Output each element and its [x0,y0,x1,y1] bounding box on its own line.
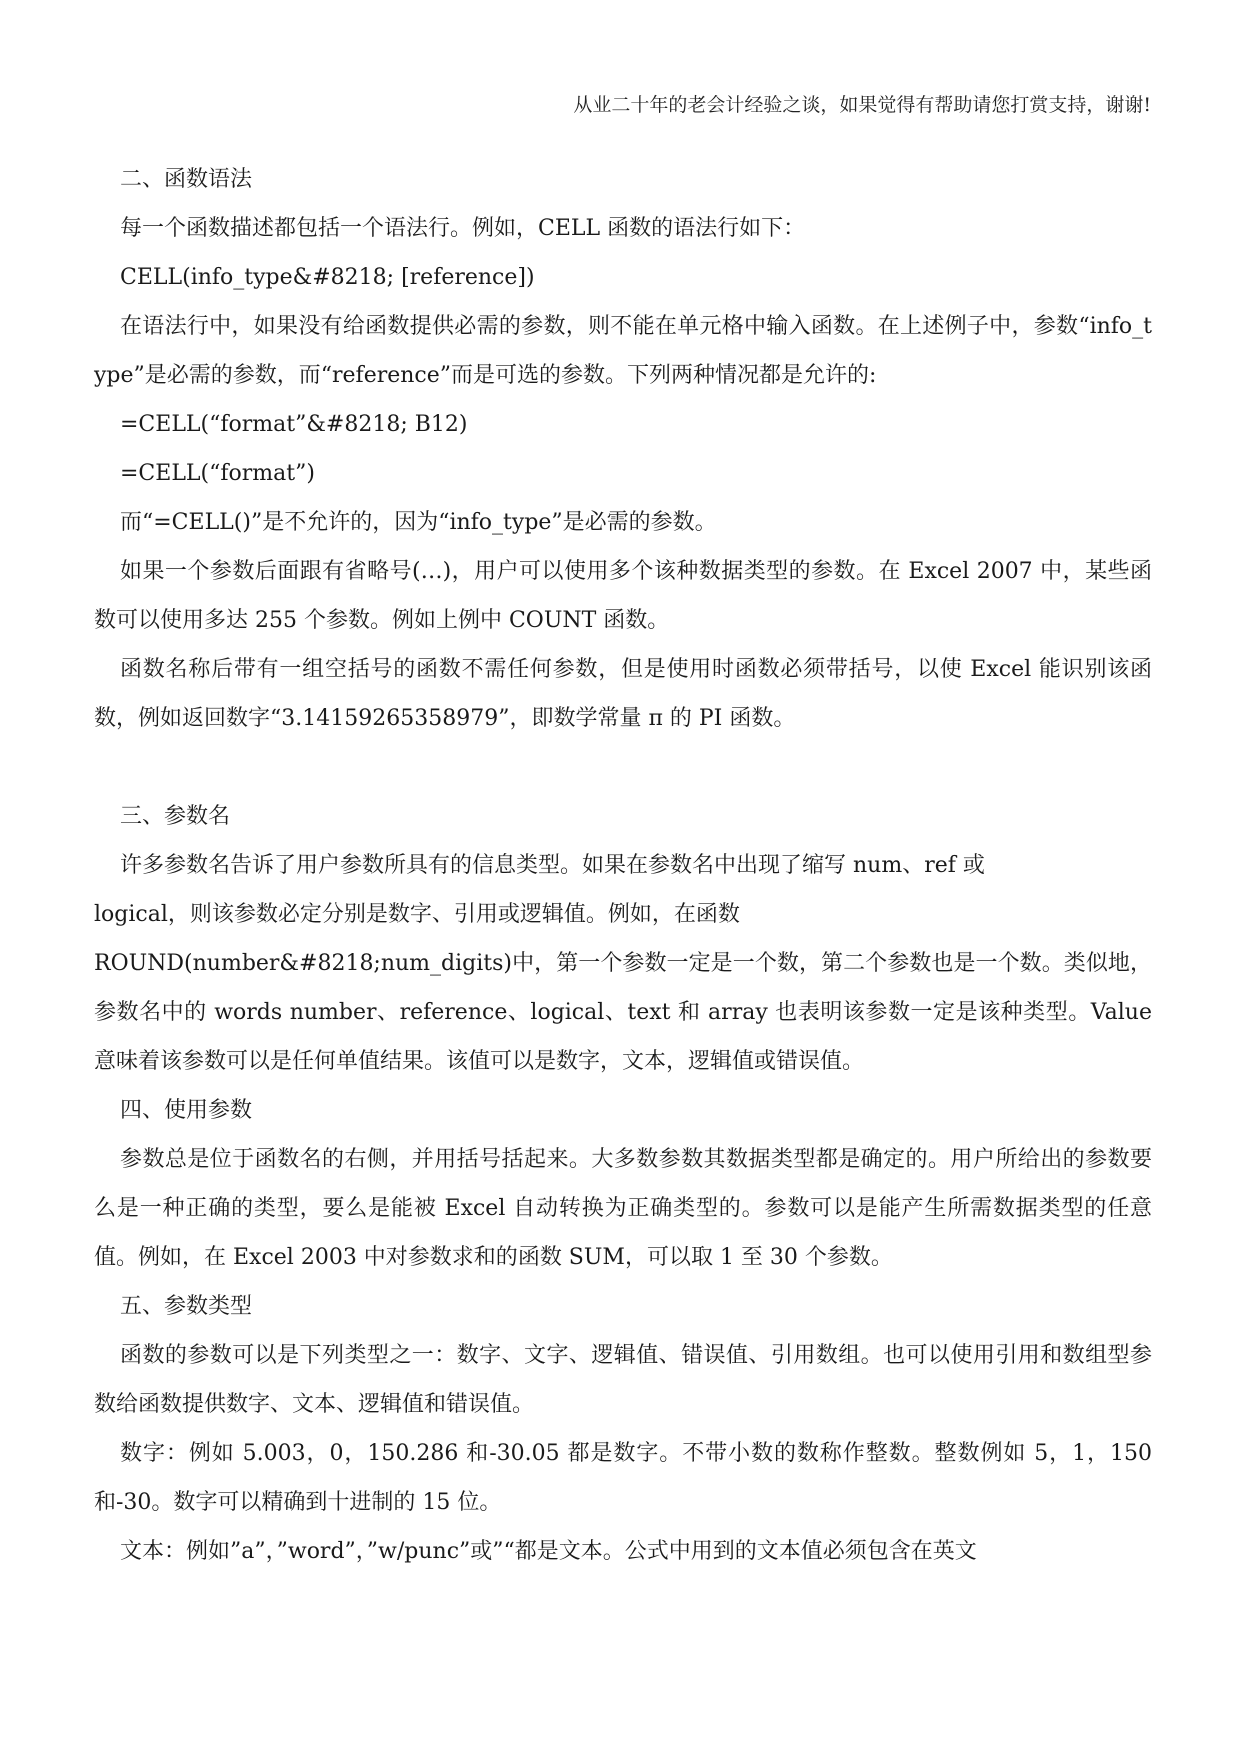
document-body [94,155,1152,1576]
paragraph: 如果一个参数后面跟有省略号(…)，用户可以使用多个该种数据类型的参数。在 Excel 2007 中，某些函数可以使用多达 255 个参数。例如上例中 COUNT 函数。 [94,559,1152,633]
section-heading-using-arguments: 四、使用参数 [120,1098,253,1123]
paragraph: 文本：例如”a”，”word”，”w/punc”或”“都是文本。公式中用到的文本值必须包含在英文 [120,1539,977,1564]
paragraph: ROUND(number&#8218;num_digits)中，第一个参数一定是一个数，第二个参数也是一个数。类似地，参数名中的 words number、reference、logical、text 和 array 也表明该参数一定是该种类型。Value 意味着该参数可以是任何单值结果。该值可以是数字，文本，逻辑值或错误值。 [94,951,1152,1074]
paragraph: 在语法行中，如果没有给函数提供必需的参数，则不能在单元格中输入函数。在上述例子中，参数“info_type”是必需的参数，而“reference”而是可选的参数。下列两种情况都是允许的: [94,314,1152,388]
section-heading-argument-types: 五、参数类型 [120,1294,253,1319]
paragraph: 函数的参数可以是下列类型之一：数字、文字、逻辑值、错误值、引用数组。也可以使用引用和数组型参数给函数提供数字、文本、逻辑值和错误值。 [94,1343,1152,1417]
paragraph: 数字：例如 5.003，0，150.286 和-30.05 都是数字。不带小数的数称作整数。整数例如 5，1，150 和-30。数字可以精确到十进制的 15 位。 [94,1441,1152,1515]
header-note: 从业二十年的老会计经验之谈，如果觉得有帮助请您打赏支持，谢谢! [573,94,1151,116]
paragraph: 而“=CELL()”是不允许的，因为“info_type”是必需的参数。 [120,510,717,535]
section-heading-function-syntax: 二、函数语法 [120,167,253,192]
paragraph: 参数总是位于函数名的右侧，并用括号括起来。大多数参数其数据类型都是确定的。用户所给出的参数要么是一种正确的类型，要么是能被 Excel 自动转换为正确类型的。参数可以是能产生所需数据类型的任意值。例如，在 Excel 2003 中对参数求和的函数 SUM，可以取 1 至 30 个参数。 [94,1147,1152,1270]
syntax-example: CELL(info_type&#8218; [reference]) [120,265,535,290]
formula-example: =CELL(“format”&#8218; B12) [120,412,468,437]
paragraph: logical，则该参数必定分别是数字、引用或逻辑值。例如，在函数 [94,902,740,927]
paragraph: 每一个函数描述都包括一个语法行。例如，CELL 函数的语法行如下： [120,216,806,241]
spacer [94,743,1152,792]
paragraph: 函数名称后带有一组空括号的函数不需任何参数，但是使用时函数必须带括号，以使 Excel 能识别该函数，例如返回数字“3.14159265358979”，即数学常量 π 的 PI 函数。 [94,657,1152,731]
section-heading-argument-names: 三、参数名 [120,804,231,829]
formula-example: =CELL(“format”) [120,461,315,486]
paragraph: 许多参数名告诉了用户参数所具有的信息类型。如果在参数名中出现了缩写 num、ref 或 [120,853,985,878]
